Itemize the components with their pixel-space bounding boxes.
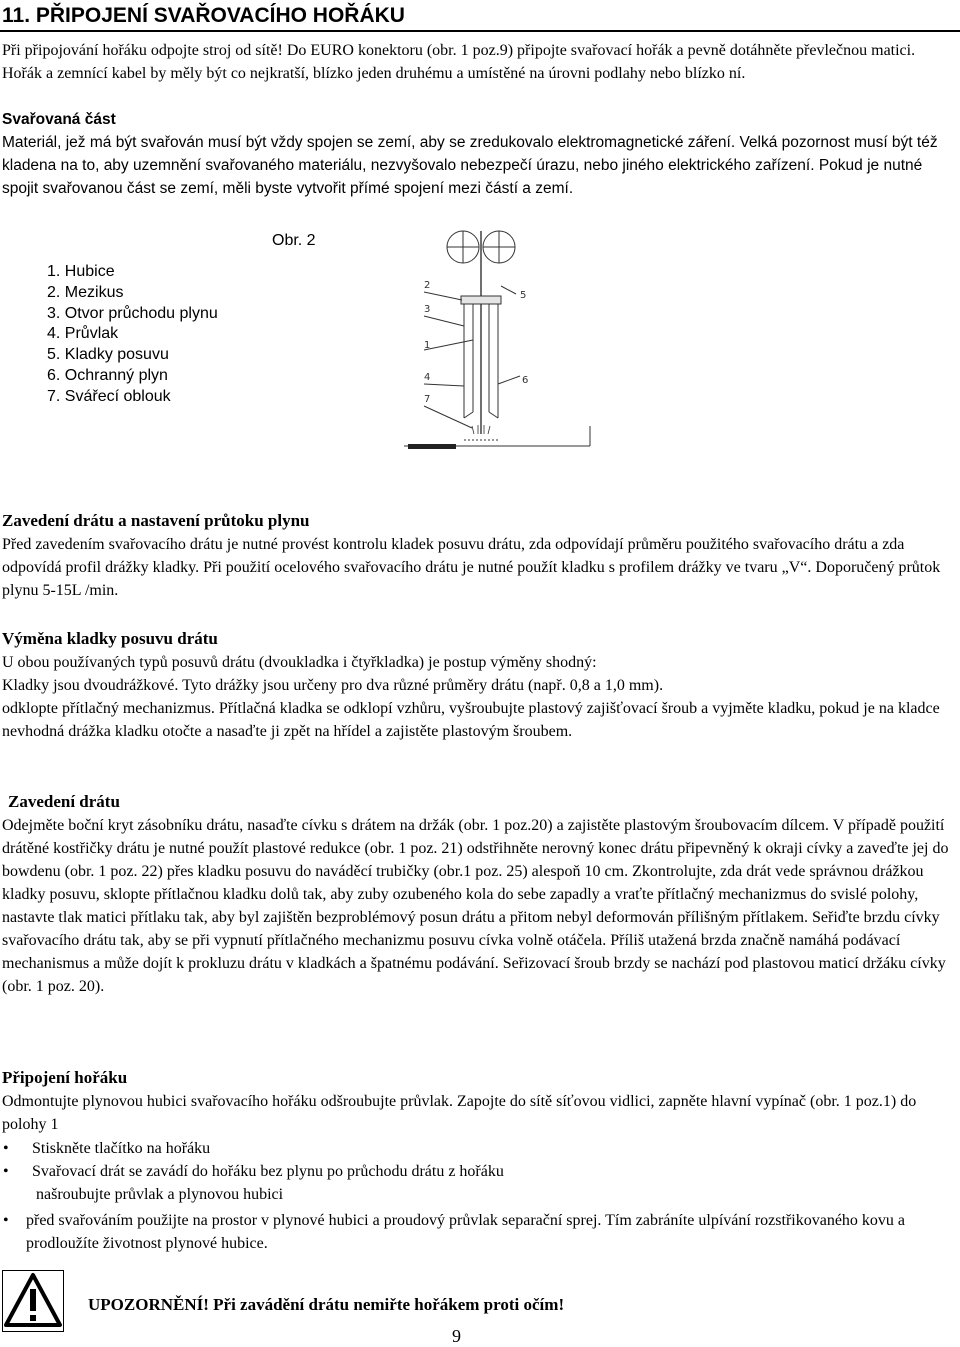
diagram-label-7: 7 xyxy=(424,394,431,405)
figure-caption: Obr. 2 xyxy=(272,232,316,249)
legend-item: 4. Průvlak xyxy=(47,325,119,343)
legend-item: 7. Svářecí oblouk xyxy=(47,387,171,405)
diagram-label-4: 4 xyxy=(424,372,431,383)
bullet-icon: • xyxy=(3,1163,9,1180)
diagram-label-2: 2 xyxy=(424,280,431,291)
welded-part-paragraph: Materiál, jež má být svařován musí být vždy spojen se zemí, aby se zredukovalo elektromagnetické záření. Velká pozornost musí být též kladena na to, aby uzemnění svařovaného materiálu, nezvyšovalo nebezpečí úrazu, nebo jiného elektrického zařízení. Pokud je nutné spojit svařovanou část se zemí, měli byste vytvořit přímé spojení mezi částí a zemí. xyxy=(2,134,938,197)
wire-insertion-paragraph: Odejměte boční kryt zásobníku drátu, nasaďte cívku s drátem na držák (obr. 1 poz.20) a zajistěte plastovým šroubovacím dílcem. V případě použití drátěné kostřičky drátu je nutné použít plastové redukce (obr. 1 poz. 21) odstřihněte nerovný konec drátu připevněný k okraji cívky a zaveďte jej do bowdenu (obr. 1 poz. 22) přes kladku posuvu do naváděcí trubičky (obr.1 poz. 25) alespoň 10 cm. Zkontrolujte, zda drát vede správnou drážkou kladky posuvu, sklopte přítlačnou kladku dolů tak, aby zuby ozubeného kola do sebe zapadly a vraťte přítlačný mechanizmus do svislé polohy, nastavte tlak matici přítlaku tak, aby byl zajištěn bezproblémový posun drátu a přitom nebyl deformován přílišným přítlakem. Seřiďte brzdu cívky svařovacího drátu tak, aby se při vypnutí přítlačného mechanizmu posuvu cívka volně otáčela. Příliš utažená brzda značně namáhá podávací mechanismus a může dojít k prokluzu drátu v kladkách a špatnému podávání. Seřizovací šroub brzdy se nachází pod plastovou maticí držáku cívky (obr. 1 poz. 20). xyxy=(2,817,949,995)
heading-torch-connection: Připojení hořáku xyxy=(2,1068,128,1087)
diagram-label-5: 5 xyxy=(520,290,527,301)
legend-item: 5. Kladky posuvu xyxy=(47,346,169,364)
instruction-list xyxy=(0,1137,955,1255)
roller-change-line-1: U obou používaných typů posuvů drátu (dvoukladka i čtyřkladka) je postup výměny shodný: xyxy=(2,654,597,671)
roller-change-line-2: Kladky jsou dvoudrážkové. Tyto drážky jsou určeny pro dva různé průměry drátu (např. 0,8 a 1,0 mm). xyxy=(2,677,664,694)
legend-item: 3. Otvor průchodu plynu xyxy=(47,304,218,322)
page-number: 9 xyxy=(452,1326,461,1346)
heading-wire-insertion: Zavedení drátu xyxy=(8,792,120,811)
roller-change-paragraph: odklopte přítlačný mechanizmus. Přítlačná kladka se odklopí vzhůru, vyšroubujte plastový zajišťovací šroub a vyjměte kladku, pokud je na kladce nevhodná drážka kladku otočte a nasaďte ji zpět na hřídel a zajistěte plastovým šroubem. xyxy=(2,700,940,740)
legend-item: 2. Mezikus xyxy=(47,283,124,301)
workpiece-bar xyxy=(408,444,456,449)
list-item: • Svařovací drát se zavádí do hořáku bez plynu po průchodu drátu z hořáku xyxy=(0,1160,955,1183)
bullet-icon: • xyxy=(3,1212,9,1229)
list-item: • před svařováním použijte na prostor v plynové hubici a proudový průvlak separační sprej. Tím zabráníte ulpívání rozstřikovaného kovu a prodloužíte životnost plynové hubice. xyxy=(0,1209,955,1255)
legend-item: 1. Hubice xyxy=(47,263,115,280)
intro-paragraph: Při připojování hořáku odpojte stroj od sítě! Do EURO konektoru (obr. 1 poz.9) připojte svařovací hořák a pevně dotáhněte převlečnou matici. Hořák a zemnící kabel by měly být co nejkratší, blízko jeden druhému a umístěné na úrovni podlahy nebo blízko ní. xyxy=(2,42,916,82)
list-item-continuation: našroubujte průvlak a plynovou hubici xyxy=(36,1186,284,1203)
bullet-icon: • xyxy=(3,1140,9,1157)
legend-item: 6. Ochranný plyn xyxy=(47,366,168,384)
wire-feed-paragraph: Před zavedením svařovacího drátu je nutné provést kontrolu kladek posuvu drátu, zda odpovídají průměru použitého svařovacího drátu a zda odpovídá profil drážky kladky. Při použití ocelového svařovacího drátu je nutné použít kladku s profilem drážky ve tvaru „V“. Doporučený průtok plynu 5-15L /min. xyxy=(2,536,941,599)
diagram-label-3: 3 xyxy=(424,304,431,315)
torch-diagram xyxy=(404,226,594,468)
heading-roller-change: Výměna kladky posuvu drátu xyxy=(2,629,218,648)
torch-connection-paragraph: Odmontujte plynovou hubici svařovacího hořáku odšroubujte průvlak. Zapojte do sítě síťovou vidlici, zapněte hlavní vypínač (obr. 1 poz.1) do polohy 1 xyxy=(2,1093,917,1133)
diagram-label-1: 1 xyxy=(424,340,431,351)
heading-wire-feed: Zavedení drátu a nastavení průtoku plynu xyxy=(2,511,310,530)
list-item: • Stiskněte tlačítko na hořáku xyxy=(0,1137,955,1160)
page-title: 11. PŘIPOJENÍ SVAŘOVACÍHO HOŘÁKU xyxy=(0,2,960,32)
figure-legend xyxy=(47,262,218,408)
diagram-label-6: 6 xyxy=(522,375,529,386)
heading-welded-part: Svařovaná část xyxy=(2,111,116,128)
warning-text: UPOZORNĚNÍ! Při zavádění drátu nemiřte hořákem proti očím! xyxy=(88,1295,565,1314)
warning-icon xyxy=(2,1270,64,1332)
